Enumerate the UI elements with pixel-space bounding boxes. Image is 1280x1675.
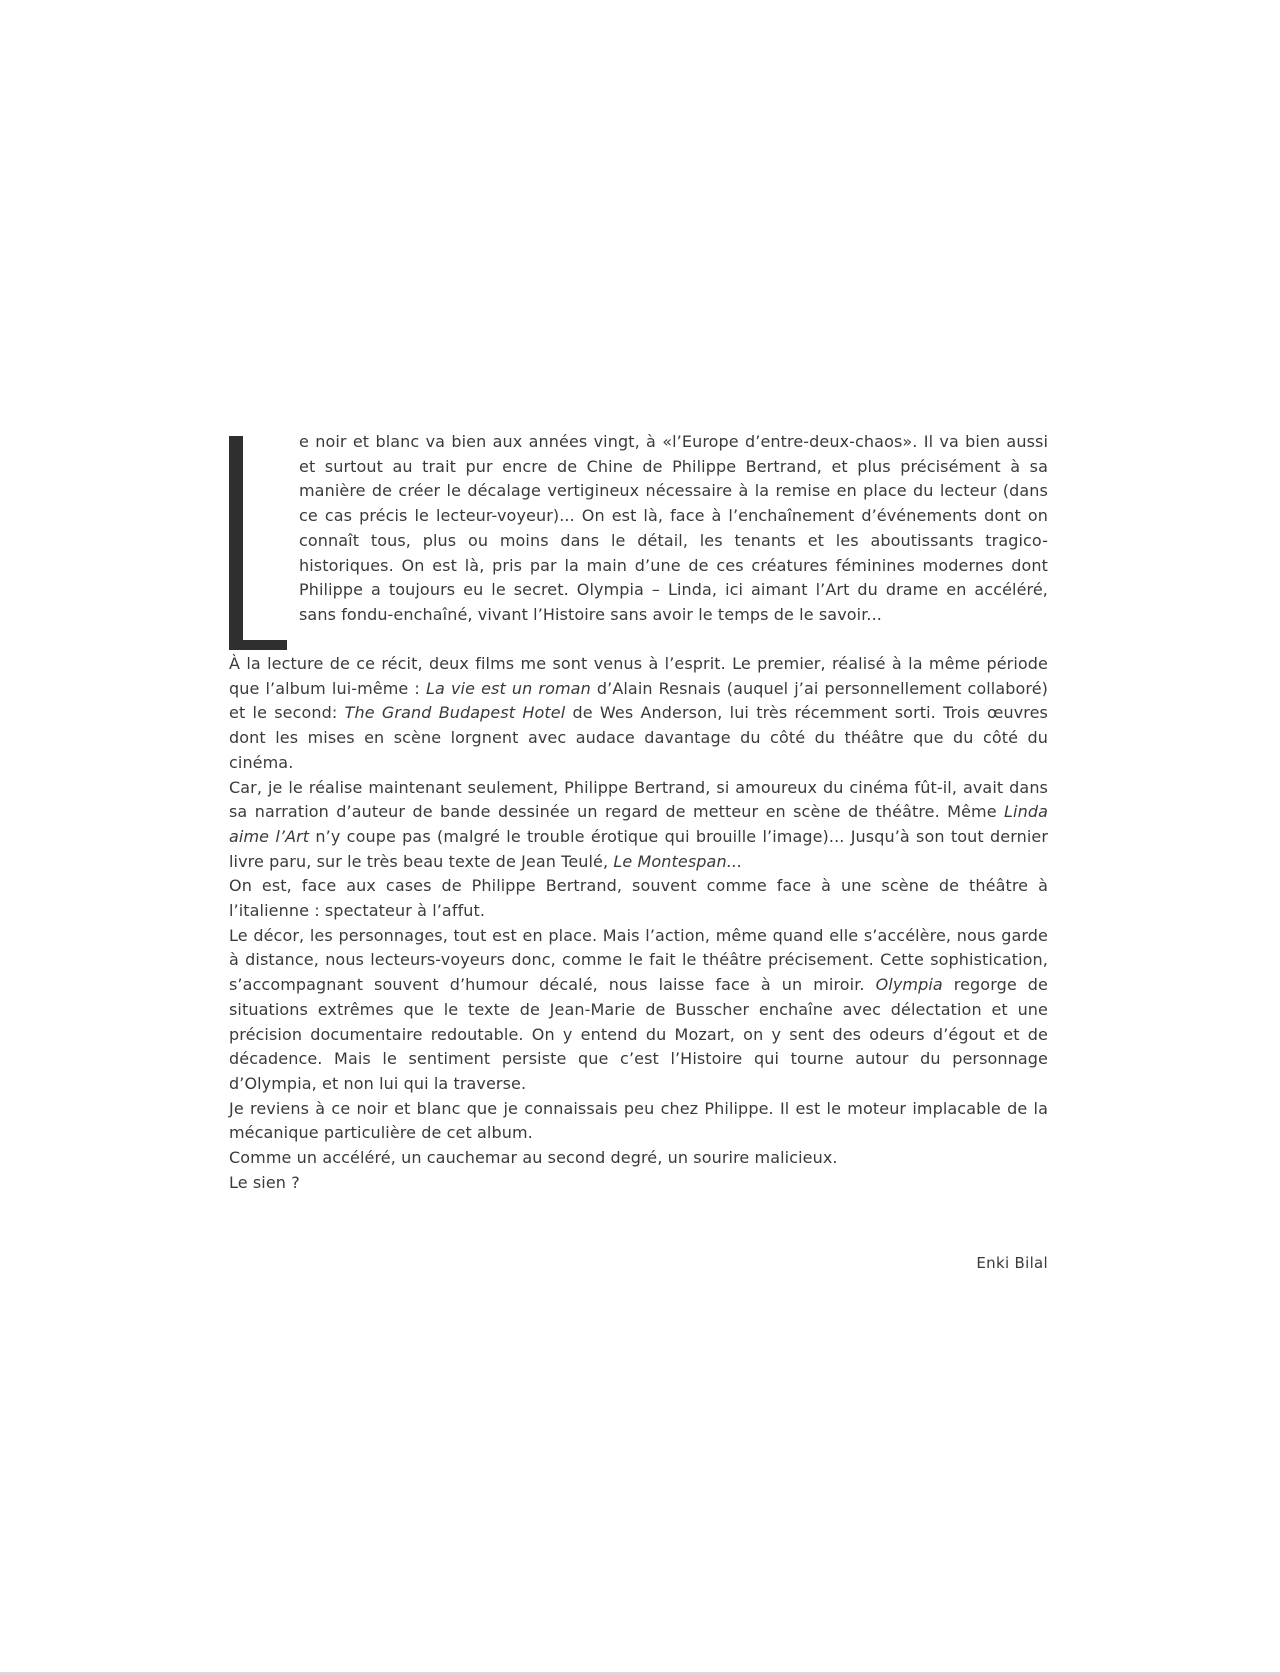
drop-cap-letter [229,436,287,650]
article-body [229,430,1048,1195]
paragraph-2 [229,652,1048,776]
paragraph-4: On est, face aux cases de Philippe Bertrand, souvent comme face à une scène de théâtre à l’italienne : spectateur à l’affut. [229,876,1048,921]
film-title-1: La vie est un roman [425,678,591,698]
book-title-1: Linda aime l’Art [229,802,1048,846]
drop-cap-stem [229,436,243,650]
paragraph-6: Je reviens à ce noir et blanc que je connaissais peu chez Philippe. Il est le moteur implacable de la mécanique particulière de cet album. [229,1098,1048,1143]
paragraph-5-text-a: Le décor, les personnages, tout est en place. Mais l’action, même quand elle s’accélère, nous garde à distance, nous lecteurs-voyeurs donc, comme le fait le théâtre précisement. Cette sophistication, s’accompagnant souvent d’humour décalé, nous laisse face à un miroir. [229,925,1048,995]
author-signature: Enki Bilal [976,1254,1048,1272]
paragraph-1-text: e noir et blanc va bien aux années vingt, à «l’Europe d’entre-deux-chaos». Il va bien aussi et surtout au trait pur encre de Chine de Philippe Bertrand, et plus précisément à sa manière de créer le décalage vertigineux nécessaire à la remise en place du lecteur (dans ce cas précis le lecteur-voyeur)... On est là, face à l’enchaînement d’événements dont on connaît tous, plus ou moins dans le détail, les tenants et les aboutissants tragico-historiques. On est là, pris par la main d’une de ces créatures féminines modernes dont Philippe a toujours eu le secret. Olympia – Linda, ici aimant l’Art du drame en accéléré, sans fondu-enchaîné, vivant l’Histoire sans avoir le temps de le savoir... [299,432,1048,624]
book-title-2: Le Montespan... [613,851,743,871]
paragraph-2-text-b: d’Alain Resnais (auquel j’ai personnellement collaboré) et le second: [229,678,1048,723]
paragraph-5-text-b: regorge de situations extrêmes que le texte de Jean-Marie de Busscher enchaîne avec délectation et une précision documentaire redoutable. On y entend du Mozart, on y sent des odeurs d’égout et de décadence. Mais le sentiment persiste que c’est l’Histoire qui tourne autour du personnage d’Olympia, et non lui qui la traverse. [229,975,1048,1093]
paragraph-7: Comme un accéléré, un cauchemar au second degré, un sourire malicieux. [229,1148,838,1168]
paragraph-8: Le sien ? [229,1172,300,1192]
paragraph-3-text-b: n’y coupe pas (malgré le trouble érotique qui brouille l’image)... Jusqu’à son tout dernier livre paru, sur le très beau texte de Jean Teulé, [229,826,1049,871]
drop-cap-foot [229,640,287,650]
album-title: Olympia [875,975,943,995]
paragraph-3-text-a: Car, je le réalise maintenant seulement, Philippe Bertrand, si amoureux du cinéma fût-il, avait dans sa narration d’auteur de bande dessinée un regard de metteur en scène de théâtre. Même [229,777,1048,822]
paragraph-2-text-a: À la lecture de ce récit, deux films me sont venus à l’esprit. Le premier, réalisé à la même période que l’album lui-même : [229,654,1048,698]
paragraph-3 [229,776,1048,875]
paragraph-5 [229,924,1048,1097]
film-title-2: The Grand Budapest Hotel [344,703,566,723]
paragraph-2-text-c: de Wes Anderson, lui très récemment sorti. Trois œuvres dont les mises en scène lorgnent avec audace davantage du côté du théâtre que du côté du cinéma. [229,703,1048,772]
paragraph-1 [229,430,1048,652]
